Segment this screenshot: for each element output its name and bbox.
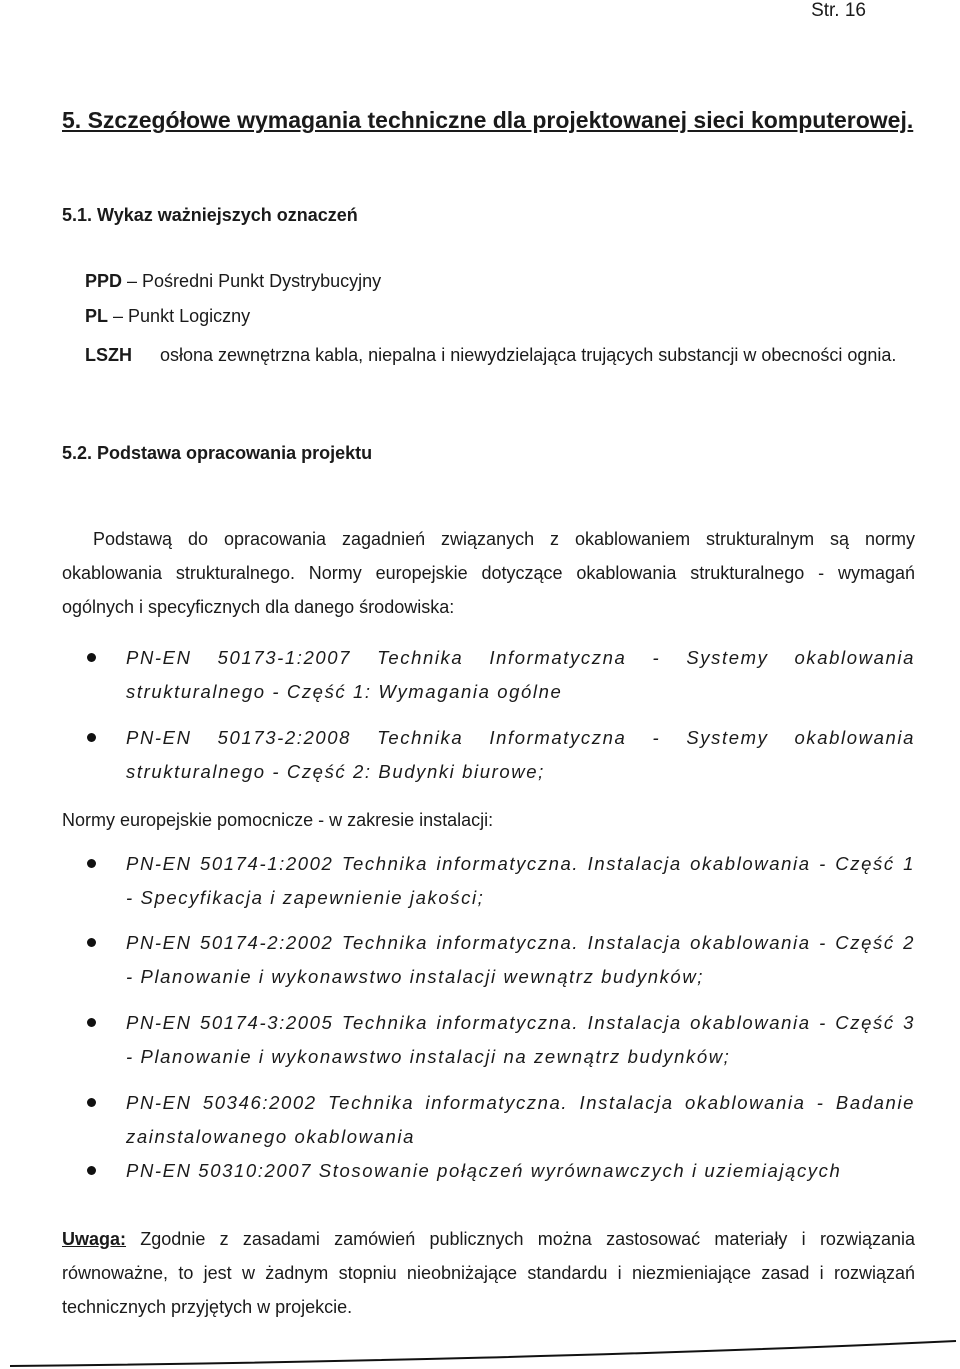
abbreviation-ppd	[85, 271, 381, 292]
note-label: Uwaga:	[62, 1229, 127, 1249]
abbreviation-definition: – Pośredni Punkt Dystrybucyjny	[127, 271, 382, 291]
standard-item	[126, 641, 915, 709]
paragraph-basis: Podstawą do opracowania zagadnień związanych z okablowaniem strukturalnym są normy okablowania strukturalnego. Normy europejskie dotyczące okablowania strukturalnego - wymagań ogólnych i specyficznych dla danego środowiska:	[62, 529, 915, 617]
standard-item	[126, 721, 915, 789]
bullet-icon	[87, 1166, 96, 1175]
standard-item	[126, 1006, 915, 1074]
standard-text: PN-EN 50173-2:2008 Technika Informatyczna - Systemy okablowania strukturalnego - Część 2: Budynki biurowe;	[126, 727, 915, 782]
footer-rule	[8, 1339, 958, 1369]
abbreviation-definition: osłona zewnętrzna kabla, niepalna i niewydzielająca trujących substancji w obecności ognia.	[160, 345, 897, 365]
standard-text: PN-EN 50174-2:2002 Technika informatyczna. Instalacja okablowania - Część 2 - Planowanie i wykonawstwo instalacji wewnątrz budynków;	[126, 932, 915, 987]
abbreviation-term: PL	[85, 306, 109, 326]
note-text: Zgodnie z zasadami zamówień publicznych można zastosować materiały i rozwiązania równoważne, to jest w żadnym stopniu nieobniżające standardu i niezmieniające zasad i rozwiązań technicznych przyjętych w projekcie.	[62, 1229, 915, 1317]
abbreviation-definition: – Punkt Logiczny	[113, 306, 251, 326]
standard-item	[126, 847, 915, 915]
abbreviation-pl	[85, 306, 250, 327]
main-heading: 5. Szczegółowe wymagania techniczne dla projektowanej sieci komputerowej.	[62, 107, 914, 133]
standard-text: PN-EN 50174-3:2005 Technika informatyczna. Instalacja okablowania - Część 3 - Planowanie i wykonawstwo instalacji na zewnątrz budynków;	[126, 1012, 915, 1067]
standard-text: PN-EN 50174-1:2002 Technika informatyczna. Instalacja okablowania - Część 1 - Specyfikacja i zapewnienie jakości;	[126, 853, 915, 908]
standard-text: PN-EN 50173-1:2007 Technika Informatyczna - Systemy okablowania strukturalnego - Część 1: Wymagania ogólne	[126, 647, 915, 702]
bullet-icon	[87, 1098, 96, 1107]
standard-text: PN-EN 50346:2002 Technika informatyczna. Instalacja okablowania - Badanie zainstalowanego okablowania	[126, 1092, 915, 1147]
page-number: Str. 16	[811, 0, 866, 21]
section-heading-5-1: 5.1. Wykaz ważniejszych oznaczeń	[62, 205, 358, 225]
standard-item	[126, 926, 915, 994]
bullet-icon	[87, 938, 96, 947]
abbreviation-lszh	[85, 339, 915, 372]
paragraph-auxiliary: Normy europejskie pomocnicze - w zakresie instalacji:	[62, 810, 494, 830]
section-heading-5-2: 5.2. Podstawa opracowania projektu	[62, 443, 373, 463]
bullet-icon	[87, 1018, 96, 1027]
note-paragraph	[62, 1222, 915, 1324]
bullet-icon	[87, 733, 96, 742]
bullet-icon	[87, 653, 96, 662]
abbreviation-term: LSZH	[85, 345, 132, 365]
standard-text: PN-EN 50310:2007 Stosowanie połączeń wyrównawczych i uziemiających	[126, 1160, 842, 1181]
standard-item	[126, 1086, 915, 1154]
abbreviation-term: PPD	[85, 271, 123, 291]
standard-item	[126, 1154, 915, 1188]
bullet-icon	[87, 859, 96, 868]
